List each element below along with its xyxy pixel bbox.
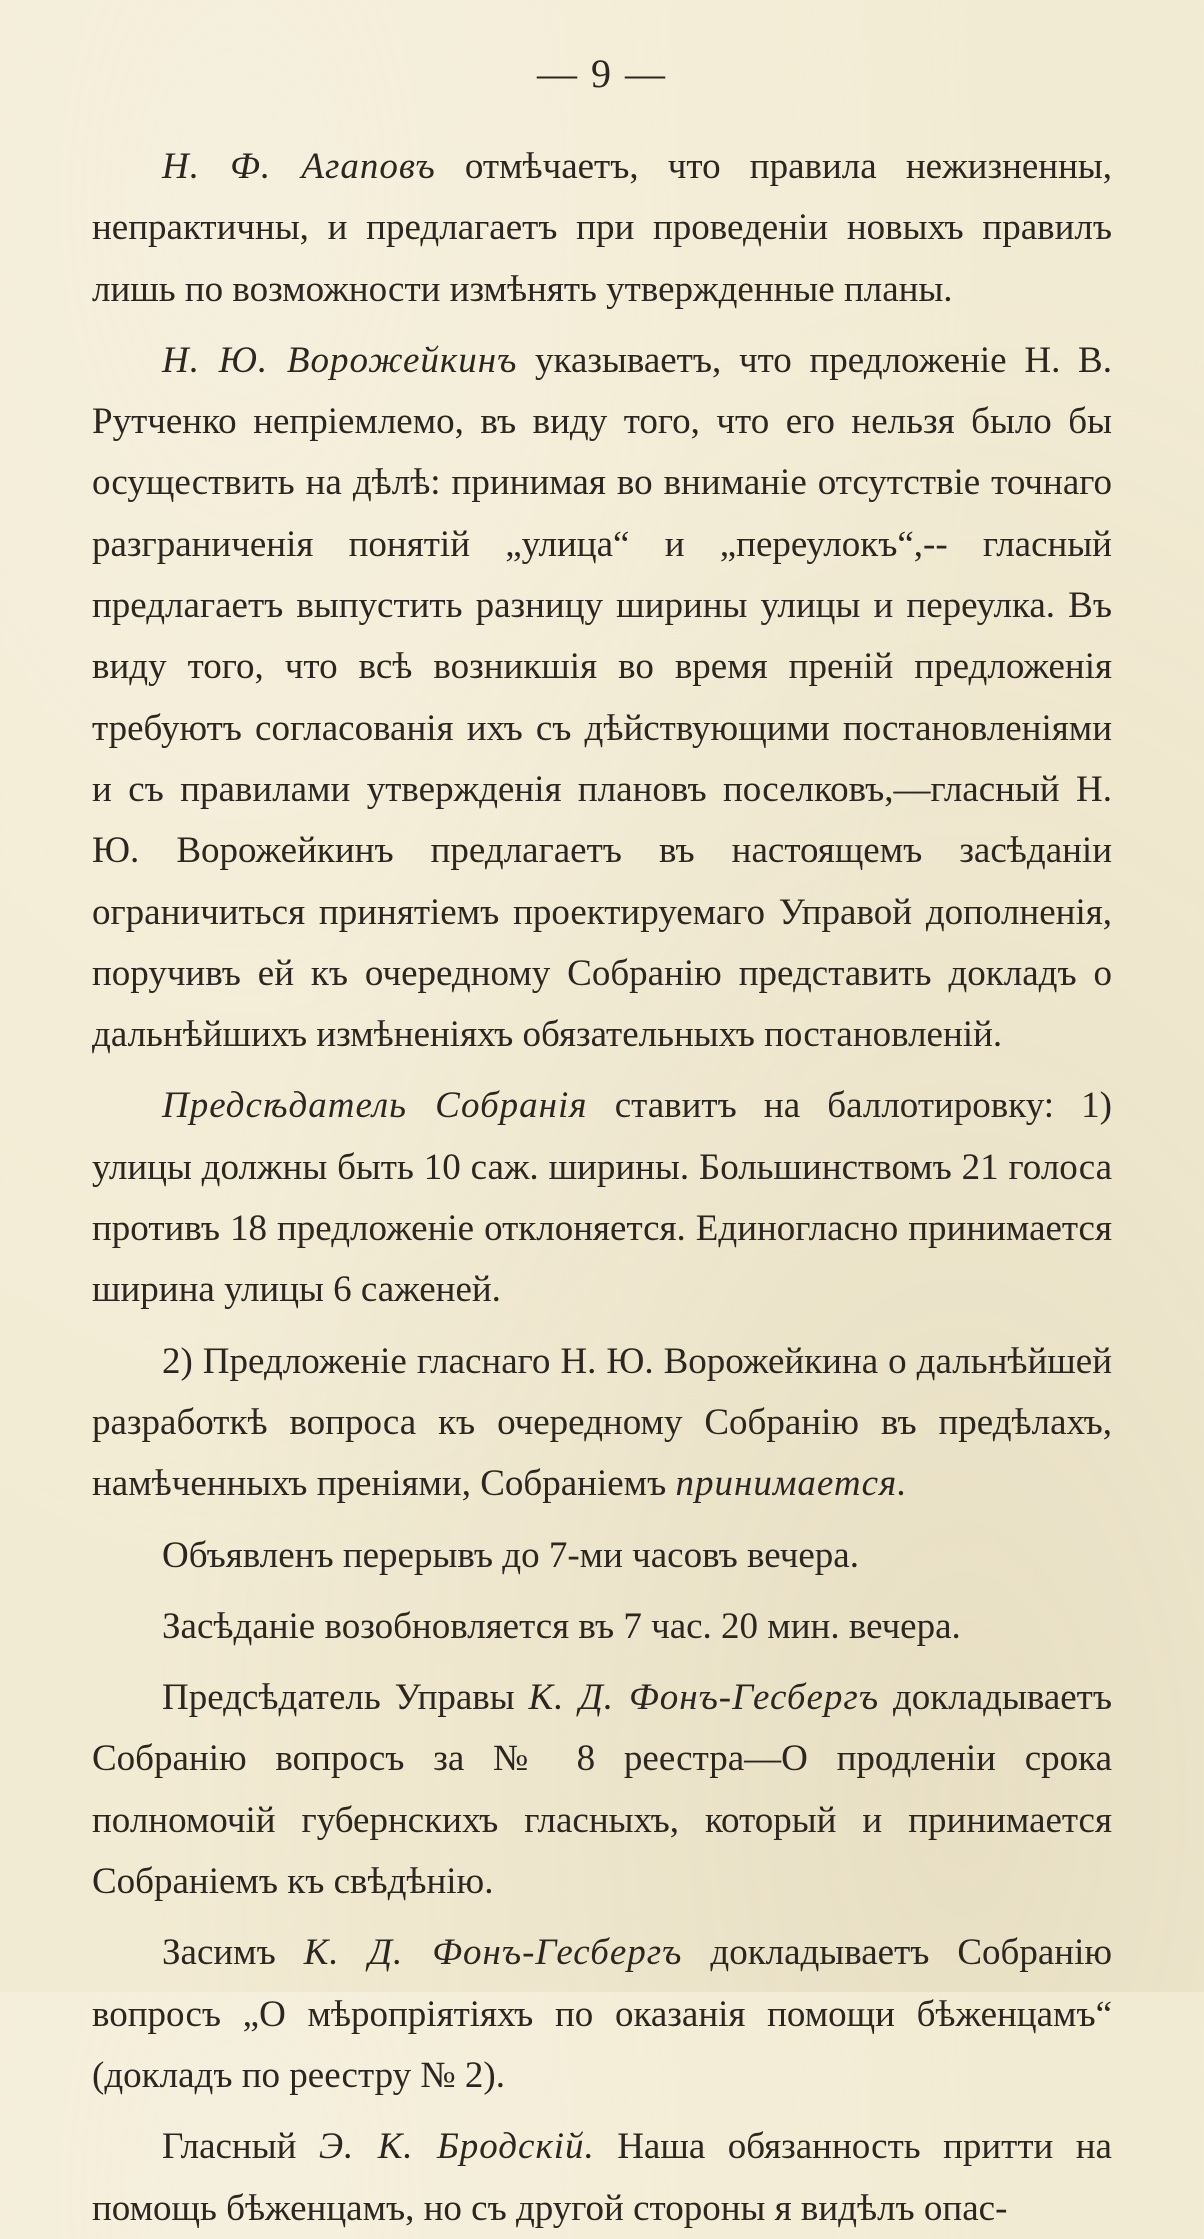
- speaker-name: Предсѣдатель Собранiя: [162, 1085, 588, 1127]
- paragraph-gesberg-report: [92, 1667, 1112, 1912]
- paragraph-text: 2) Предложенiе гласнаго Н. Ю. Ворожейкина о дальнѣйшей разработкѣ вопроса къ очередному Собранiю въ предѣлахъ, намѣченныхъ пренiями, Собранiемъ: [92, 1340, 1112, 1505]
- paragraph-text: ставитъ на баллотировку: 1) улицы должны быть 10 саж. ширины. Большинствомъ 21 голоса противъ 18 предложенiе отклоняется. Единогласно принимается ширина улицы 6 саженей.: [92, 1085, 1112, 1311]
- paragraph-text: отмѣчаетъ, что правила нежизненны, непрактичны, и предлагаетъ при проведенiи новыхъ правилъ лишь по возможности измѣнять утвержденные планы.: [92, 146, 1113, 310]
- paragraph-text: Засѣданiе возобновляется въ 7 час. 20 мин. вечера.: [162, 1605, 961, 1647]
- paragraph-text: Объявленъ перерывъ до 7-ми часовъ вечера.: [162, 1534, 859, 1576]
- paragraph-text: указываетъ, что предложенiе Н. В. Рутченко непрiемлемо, въ виду того, что его нельзя было бы осуществить на дѣлѣ: принимая во вниманiе отсутствiе точнаго разграниченiя понятiй „улица“ и „переулокъ“,-- гласный предлагаетъ выпустить разницу ширины улицы и переулка. Въ виду того, что всѣ возникшiя во время пренiй предложенiя требуютъ согласованiя ихъ съ дѣйствующими постановленiями и съ правилами утвержденiя плановъ поселковъ,—гласный Н. Ю. Ворожейкинъ предлагаетъ въ настоящемъ засѣданiи ограничиться принятiемъ проектируемаго Управой дополненiя, поручивъ ей къ очередному Собранiю представить докладъ о дальнѣйшихъ измѣненiяхъ обязательныхъ постановленiй.: [92, 339, 1112, 1056]
- paragraph-text: Предсѣдатель Управы: [162, 1677, 529, 1719]
- paragraph-session-resumed: [92, 1596, 1112, 1657]
- speaker-name: Э. К. Бродскiй.: [318, 2126, 595, 2168]
- paragraph-text: Засимъ: [162, 1932, 304, 1974]
- paragraph-break-announced: [92, 1525, 1112, 1586]
- page-number: — 9 —: [537, 51, 667, 96]
- paragraph-brodsky: [92, 2116, 1112, 2239]
- speaker-name: Н. Ю. Ворожейкинъ: [162, 339, 518, 381]
- paragraph-text: докладываетъ Собранiю вопросъ за № 8 реестра—О продленiи срока полномочiй губернскихъ гласныхъ, который и принимается Собранiемъ къ свѣдѣнiю.: [92, 1677, 1112, 1903]
- speaker-name: К. Д. Фонъ-Гесбергъ: [303, 1932, 683, 1974]
- speaker-name: К. Д. Фонъ-Гесбергъ: [528, 1677, 880, 1719]
- text-body: [92, 136, 1112, 2239]
- paragraph-text: Наша обязанность притти на помощь бѣженцамъ, но съ другой стороны я видѣлъ опас-: [92, 2126, 1112, 2229]
- paragraph-agapov: [92, 136, 1112, 320]
- speaker-name: Н. Ф. Агаповъ: [162, 146, 436, 187]
- emphasized-text: принимается.: [675, 1463, 908, 1505]
- paragraph-text: Гласный: [162, 2126, 319, 2168]
- paragraph-proposal-2: [92, 1331, 1112, 1515]
- paragraph-vorozheikin: [92, 330, 1112, 1066]
- paragraph-chairman-vote: [92, 1075, 1112, 1320]
- paragraph-refugees-question: [92, 1922, 1112, 2106]
- paragraph-text: докладываетъ Собранiю вопросъ „О мѣропрiятiяхъ по оказанiя помощи бѣженцамъ“ (докладъ по реестру № 2).: [92, 1932, 1112, 2096]
